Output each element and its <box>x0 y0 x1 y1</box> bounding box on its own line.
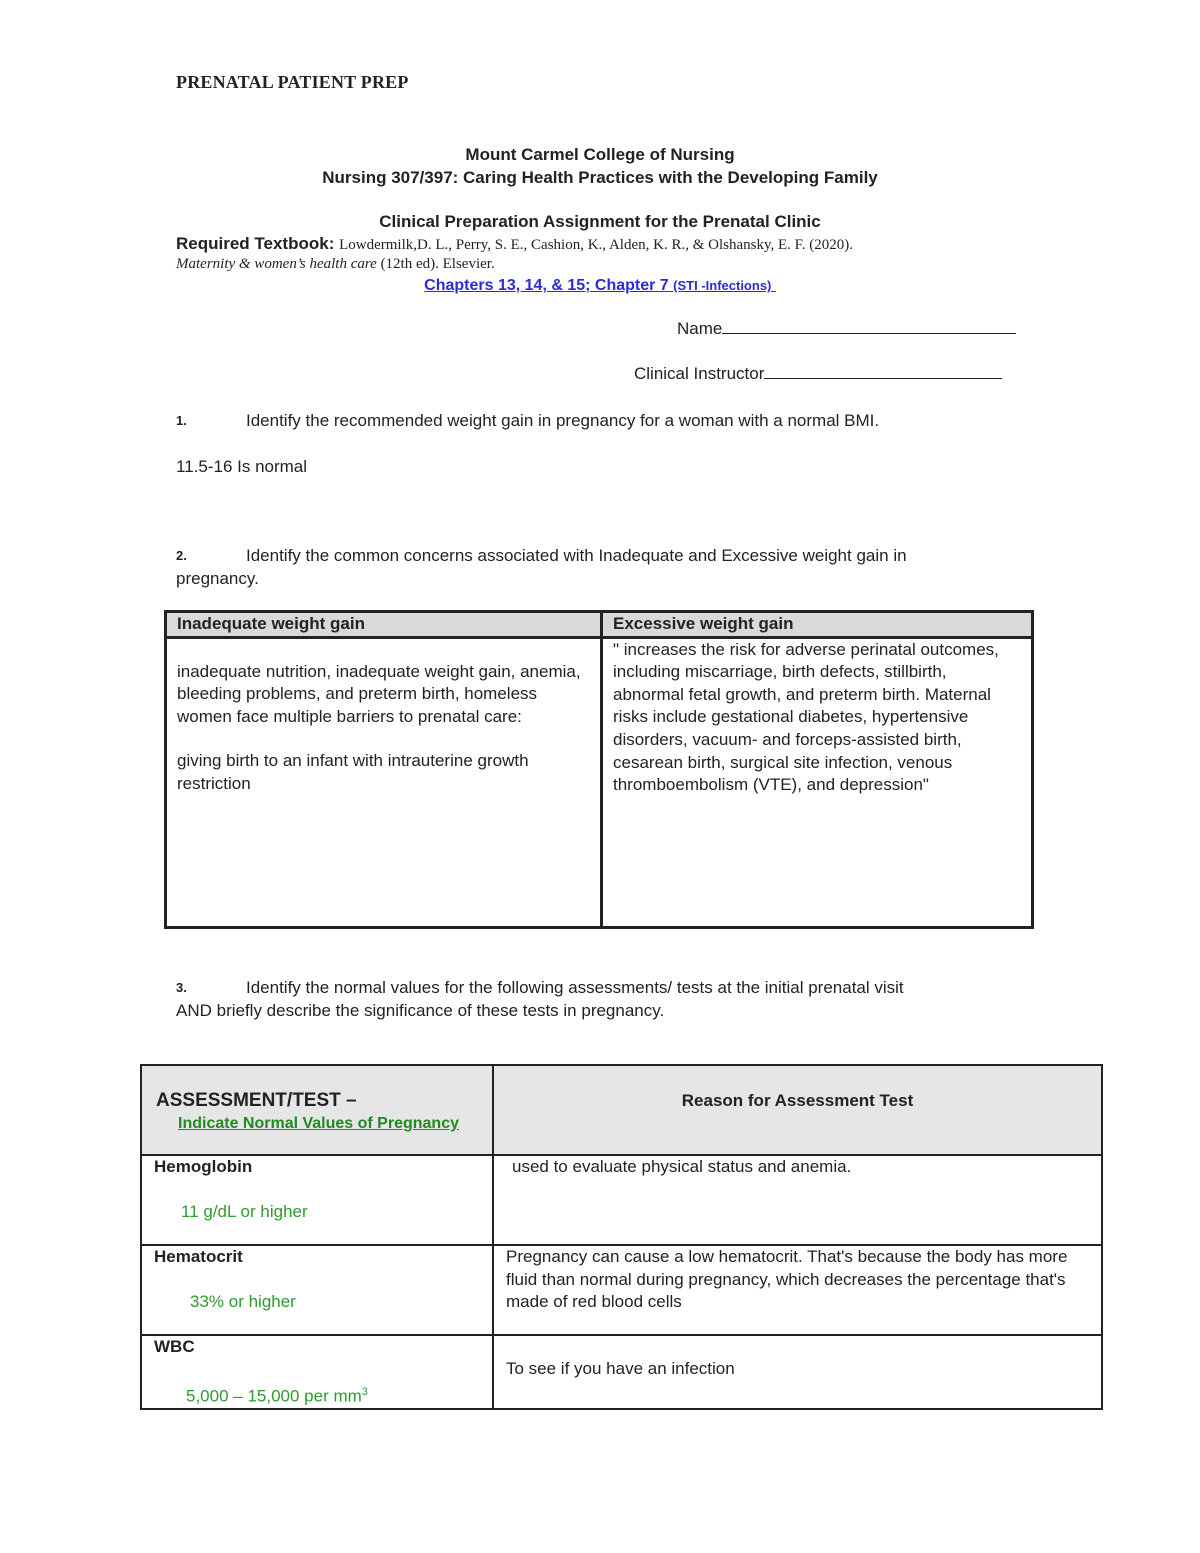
inadequate-text-a: inadequate nutrition, inadequate weight gain, anemia, bleeding problems, and preterm birth, homeless women face multiple barriers to prenatal care: <box>177 661 581 726</box>
table-row <box>141 1245 1102 1335</box>
name-field[interactable] <box>677 319 1016 339</box>
question-1 <box>176 409 1036 432</box>
question-text: Identify the normal values for the following assessments/ tests at the initial prenatal visit <box>246 978 904 997</box>
normal-value: 33% or higher <box>190 1291 296 1311</box>
reason-header: Reason for Assessment Test <box>493 1065 1102 1155</box>
required-textbook <box>176 234 853 254</box>
college-name: Mount Carmel College of Nursing <box>465 145 735 164</box>
instructor-line[interactable] <box>764 377 1002 379</box>
answer-1: 11.5-16 Is normal <box>176 457 308 476</box>
assessment-header-title: ASSESSMENT/TEST – <box>156 1090 357 1111</box>
textbook-edition: (12th ed). Elsevier. <box>380 256 495 272</box>
question-number: 3. <box>176 980 187 995</box>
assessment-table <box>140 1064 1103 1410</box>
inadequate-text-b: giving birth to an infant with intrauterine growth restriction <box>177 751 529 793</box>
question-3 <box>176 976 1036 1022</box>
question-text-cont: pregnancy. <box>176 569 259 588</box>
textbook-title: Maternity & women’s health care <box>176 256 377 272</box>
reason-cell: To see if you have an infection <box>493 1335 1102 1409</box>
instructor-field[interactable] <box>634 364 1002 384</box>
normal-value-superscript: 3 <box>361 1385 368 1398</box>
chapters-main: Chapters 13, 14, & 15; Chapter 7 <box>424 277 669 294</box>
question-text: Identify the recommended weight gain in pregnancy for a woman with a normal BMI. <box>246 411 880 430</box>
normal-value: 11 g/dL or higher <box>181 1201 308 1221</box>
textbook-citation-cont <box>176 256 495 273</box>
reason-cell: Pregnancy can cause a low hematocrit. That's because the body has more fluid than normal during pregnancy, which decreases the percentage that's made of red blood cells <box>493 1245 1102 1335</box>
assignment-title: Clinical Preparation Assignment for the Prenatal Clinic <box>379 212 821 231</box>
normal-value-text: 5,000 – 15,000 per mm <box>186 1386 362 1406</box>
instructor-label: Clinical Instructor <box>634 364 765 383</box>
textbook-label: Required Textbook: <box>176 234 335 253</box>
table-row <box>141 1335 1102 1409</box>
course-title: Nursing 307/397: Caring Health Practices with the Developing Family <box>322 168 878 187</box>
header-inadequate: Inadequate weight gain <box>166 612 602 638</box>
test-cell <box>141 1155 493 1245</box>
normal-value <box>154 1381 492 1408</box>
name-label: Name <box>677 319 723 338</box>
header-excessive: Excessive weight gain <box>602 612 1033 638</box>
normal-values-subheader: Indicate Normal Values of Pregnancy <box>178 1114 459 1132</box>
reason-cell: used to evaluate physical status and anemia. <box>493 1155 1102 1245</box>
textbook-citation: Lowdermilk,D. L., Perry, S. E., Cashion, K., Alden, K. R., & Olshansky, E. F. (2020). <box>339 237 854 253</box>
weight-gain-table <box>164 610 1034 929</box>
test-name: WBC <box>154 1337 195 1356</box>
chapters-reference <box>0 277 1200 295</box>
test-cell <box>141 1335 493 1409</box>
chapters-sti: (STI -Infections) <box>673 278 772 293</box>
name-line[interactable] <box>722 332 1016 334</box>
question-number: 1. <box>176 413 187 428</box>
table-row <box>141 1155 1102 1245</box>
question-number: 2. <box>176 548 187 563</box>
test-cell <box>141 1245 493 1335</box>
cell-excessive: " increases the risk for adverse perinatal outcomes, including miscarriage, birth defects, stillbirth, abnormal fetal growth, and preterm birth. Maternal risks include gestational diabetes, hypertensive disorders, vacuum- and forceps-assisted birth, cesarean birth, surgical site infection, venous thromboembolism (VTE), and depression" <box>602 637 1033 927</box>
question-text-cont: AND briefly describe the significance of these tests in pregnancy. <box>176 1001 665 1020</box>
question-2 <box>176 544 1036 590</box>
test-name: Hematocrit <box>154 1247 243 1266</box>
assessment-header <box>141 1065 493 1155</box>
page-header: PRENATAL PATIENT PREP <box>176 72 409 92</box>
question-text: Identify the common concerns associated with Inadequate and Excessive weight gain in <box>246 546 907 565</box>
cell-inadequate <box>166 637 602 927</box>
test-name: Hemoglobin <box>154 1157 253 1176</box>
